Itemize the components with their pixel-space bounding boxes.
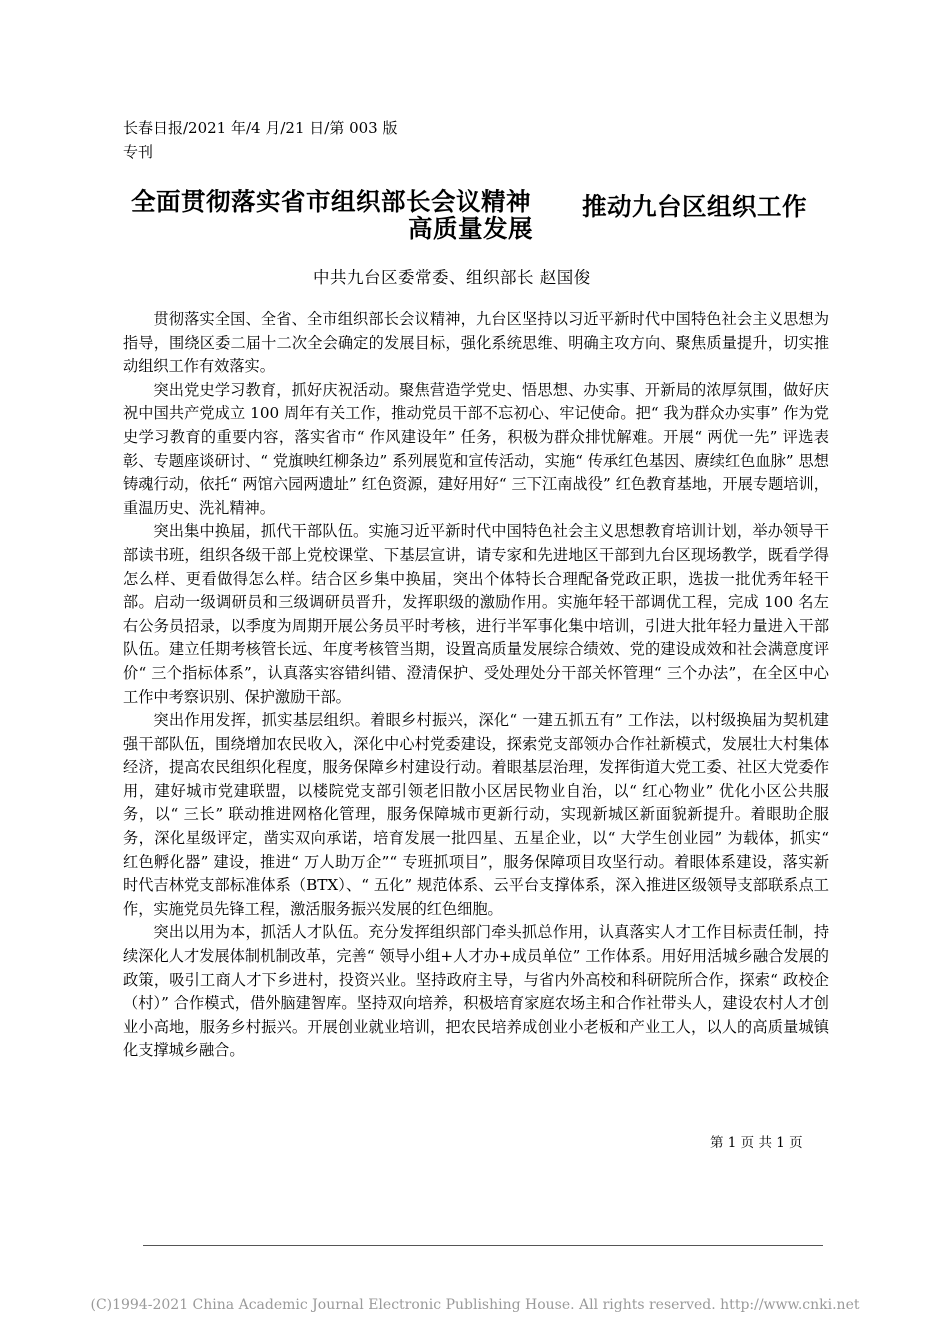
footer-divider <box>143 1245 823 1246</box>
paragraph: 贯彻落实全国、全省、全市组织部长会议精神，九台区坚持以习近平新时代中国特色社会主义思想为指导，围绕区委二届十二次全会确定的发展目标，强化系统思维、明确主攻方向、聚焦质量提升，切实推动组织工作有效落实。 <box>123 310 829 376</box>
paragraph: 突出以用为本，抓活人才队伍。充分发挥组织部门牵头抓总作用，认真落实人才工作目标责任制，持续深化人才发展体制机制改革，完善“ 领导小组+人才办+成员单位” 工作体系。用好用活城乡融合发展的政策，吸引工商人才下乡进村，投资兴业。坚持政府主导，与省内外高校和科研院所合作，探索“ 政校企（村）” 合作模式，借外脑建智库。坚持双向培养，积极培育家庭农场主和合作社带头人，建设农村人才创业小高地，服务乡村振兴。开展创业就业培训，把农民培养成创业小老板和产业工人，以人的高质量城镇化支撑城乡融合。 <box>123 923 829 1060</box>
page-number: 第 1 页 共 1 页 <box>710 1135 803 1151</box>
article-body <box>123 308 829 1063</box>
paragraph: 突出作用发挥，抓实基层组织。着眼乡村振兴，深化“ 一建五抓五有” 工作法，以村级换届为契机建强干部队伍，围绕增加农民收入，深化中心村党委建设，探索党支部领办合作社新模式，发展壮大村集体经济，提高农民组织化程度，服务保障乡村建设行动。着眼基层治理，发挥街道大党工委、社区大党委作用，建好城市党建联盟，以楼院党支部引领老旧散小区居民物业自治，以“ 红心物业” 优化小区公共服务，以“ 三长” 联动推进网格化管理，服务保障城市更新行动，实现新城区新面貌新提升。着眼助企服务，深化星级评定，凿实双向承诺，培育发展一批四星、五星企业，以“ 大学生创业园” 为载体，抓实“ 红色孵化器” 建设，推进“ 万人助万企”“ 专班抓项目”，服务保障项目攻坚行动。着眼体系建设，落实新时代吉林党支部标准体系（BTX）、“ 五化” 规范体系、云平台支撑体系，深入推进区级领导支部联系点工作，实施党员先锋工程，激活服务振兴发展的红色细胞。 <box>123 711 829 918</box>
title-sub: 推动九台区组织工作 <box>582 192 807 221</box>
copyright-notice: (C)1994-2021 China Academic Journal Electronic Publishing House. All rights reserved. http://www.cnki.net <box>90 1297 860 1313</box>
title-tail: 高质量发展 <box>408 214 533 243</box>
author-line: 中共九台区委常委、组织部长 赵国俊 <box>313 268 591 287</box>
paragraph: 突出党史学习教育，抓好庆祝活动。聚焦营造学党史、悟思想、办实事、开新局的浓厚氛围，做好庆祝中国共产党成立 100 周年有关工作，推动党员干部不忘初心、牢记使命。把“ 我为群众办实事” 作为党史学习教育的重要内容，落实省市“ 作风建设年” 任务，积极为群众排忧解难。开展“ 两优一先” 评选表彰、专题座谈研讨、“ 党旗映红柳条边” 系列展览和宣传活动，实施“ 传承红色基因、赓续红色血脉” 思想铸魂行动，依托“ 两馆六园两遗址” 红色资源，建好用好“ 三下江南战役” 红色教育基地，开展专题培训，重温历史、洗礼精神。 <box>123 380 829 517</box>
paragraph: 突出集中换届，抓代干部队伍。实施习近平新时代中国特色社会主义思想教育培训计划，举办领导干部读书班，组织各级干部上党校课堂、下基层宣讲，请专家和先进地区干部到九台区现场教学，既看学得怎么样、更看做得怎么样。结合区乡集中换届，突出个体特长合理配备党政正职，选拔一批优秀年轻干部。启动一级调研员和三级调研员晋升，发挥职级的激励作用。实施年轻干部调优工程，完成 100 名左右公务员招录，以季度为周期开展公务员平时考核，进行半军事化集中培训，引进大批年轻力量进入干部队伍。建立任期考核管长远、年度考核管当期，设置高质量发展综合绩效、党的建设成效和社会满意度评价“ 三个指标体系”，认真落实容错纠错、澄清保护、受处理处分干部关怀管理“ 三个办法”，在全区中心工作中考察识别、保护激励干部。 <box>123 522 829 706</box>
title-main: 全面贯彻落实省市组织部长会议精神 <box>131 187 531 216</box>
source-line: 长春日报/2021 年/4 月/21 日/第 003 版专刊 <box>123 119 398 161</box>
